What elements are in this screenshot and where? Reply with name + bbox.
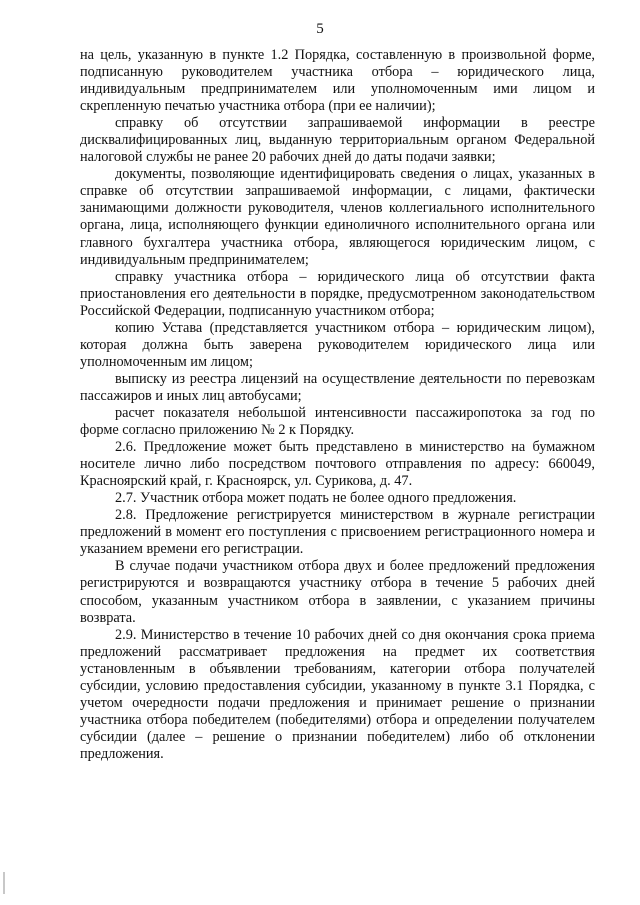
paragraph-no-suspension-certificate: справку участника отбора – юридического лица об отсутствии факта приостановления его деятельности в порядке, предусмотренном законодательством Российской Федерации, подписанную участником отбора; <box>80 268 595 319</box>
paragraph-license-extract: выписку из реестра лицензий на осуществление деятельности по перевозкам пассажиров и иных лиц автобусами; <box>80 370 595 404</box>
paragraph-disqualified-registry: справку об отсутствии запрашиваемой информации в реестре дисквалифицированных лиц, выданную территориальным органом Федеральной налоговой службы не ранее 20 рабочих дней до даты подачи заявки; <box>80 115 595 166</box>
page-number: 5 <box>316 21 324 37</box>
paragraph-2-8: 2.8. Предложение регистрируется министерством в журнале регистрации предложений в момент его поступления с присвоением регистрационного номера и указанием времени его регистрации. <box>80 507 595 558</box>
scan-margin-mark <box>3 872 5 894</box>
paragraph-continuation: на цель, указанную в пункте 1.2 Порядка, составленную в произвольной форме, подписанную руководителем участника отбора – юридического лица, индивидуальным предпринимателем или уполномоченным ими лицом и скрепленную печатью участника отбора (при ее наличии); <box>80 47 595 115</box>
paragraph-2-6: 2.6. Предложение может быть представлено в министерство на бумажном носителе лично либо посредством почтового отправления по адресу: 660049, Красноярский край, г. Красноярск, ул. Сурикова, д. 47. <box>80 439 595 490</box>
paragraph-identification-documents: документы, позволяющие идентифицировать сведения о лицах, указанных в справке об отсутствии запрашиваемой информации, с лицами, фактически занимающими должности руководителя, членов коллегиального исполнительного органа, лица, исполняющего функции единоличного исполнительного органа или главного бухгалтера участника отбора, являющегося юридическим лицом, с индивидуальным предпринимателем; <box>80 166 595 268</box>
paragraph-2-9: 2.9. Министерство в течение 10 рабочих дней со дня окончания срока приема предложений рассматривает предложения на предмет их соответствия установленным в объявлении требованиям, категории отбора получателей субсидии, условию предоставления субсидии, указанному в пункте 3.1 Порядка, с учетом очередности подачи предложения и принимает решение о признании участника отбора победителем (победителями) отбора и определении получателем субсидии (далее – решение о признании победителем) либо об отклонении предложения. <box>80 626 595 762</box>
document-body <box>80 47 595 763</box>
paragraph-2-7: 2.7. Участник отбора может подать не более одного предложения. <box>115 490 517 507</box>
paragraph-multiple-proposals: В случае подачи участником отбора двух и более предложений предложения регистрируются и возвращаются участнику отбора в течение 5 рабочих дней способом, указанным участником отбора в заявлении, с указанием причины возврата. <box>80 558 595 626</box>
paragraph-passenger-flow-calculation: расчет показателя небольшой интенсивности пассажиропотока за год по форме согласно приложению № 2 к Порядку. <box>80 404 595 439</box>
paragraph-charter-copy: копию Устава (представляется участником отбора – юридическим лицом), которая должна быть заверена руководителем юридического лица или уполномоченным им лицом; <box>80 319 595 370</box>
